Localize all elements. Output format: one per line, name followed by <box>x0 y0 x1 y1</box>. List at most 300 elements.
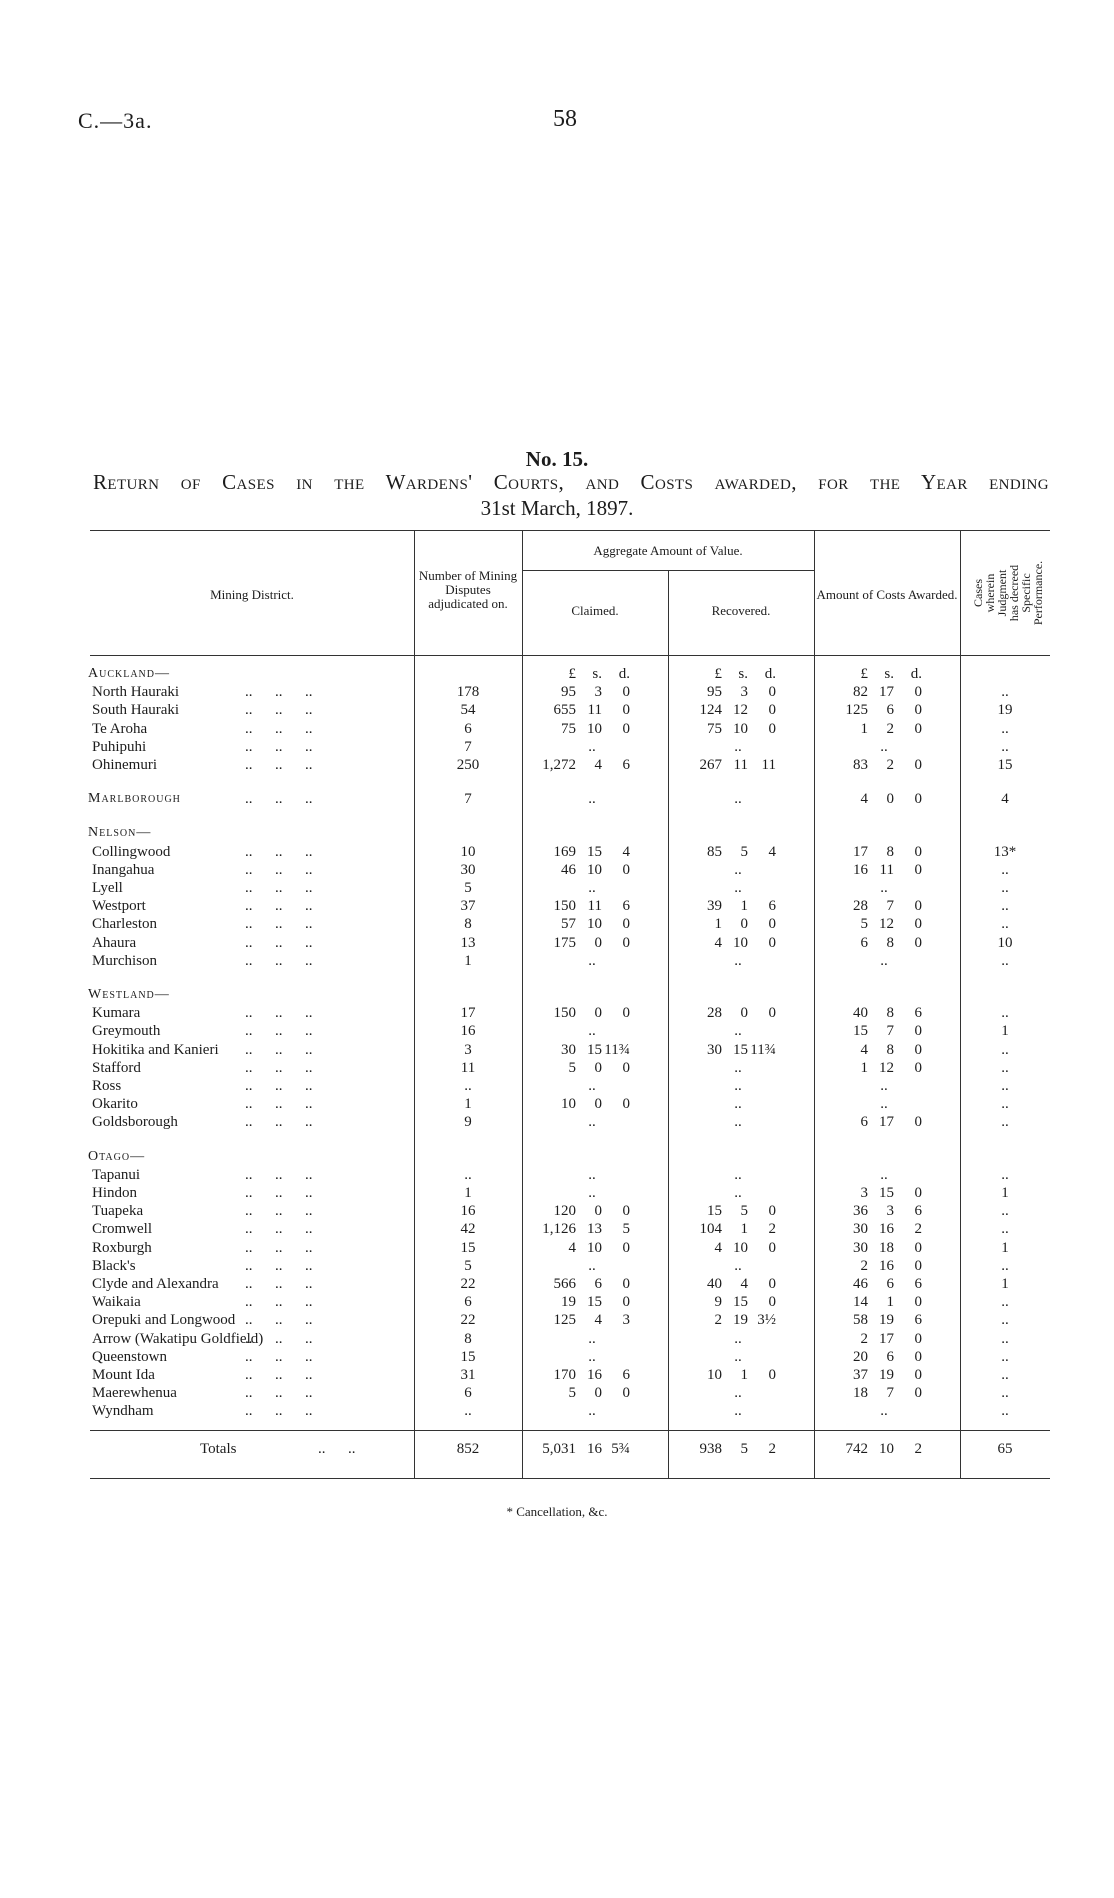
region-2-row-0-costs-pounds: 17 <box>853 843 868 860</box>
region-3-row-2-name: Hokitika and Kanieri <box>92 1041 219 1058</box>
region-2-row-0-costs <box>824 843 922 861</box>
region-4-row-4-costs <box>824 1239 922 1257</box>
region-2-row-0-disputes: 10 <box>460 843 476 860</box>
region-3-row-6-costs-pounds: 6 <box>860 1114 868 1131</box>
region-2-row-3-name: Westport <box>92 898 146 915</box>
region-2-row-4-leader: .. .. .. <box>245 916 313 933</box>
region-3-row-3-claimed-pounds: 5 <box>568 1059 576 1076</box>
region-0-row-1-claimed-shillings: 11 <box>587 702 602 719</box>
region-0-row-3-costs-empty: .. <box>880 738 888 755</box>
table-top-rule <box>90 530 1050 531</box>
region-2-row-2-name: Lyell <box>92 880 123 896</box>
region-4-row-5-costs-pence: 0 <box>914 1257 922 1274</box>
region-0-row-0-claimed-pounds: 95 <box>561 684 576 701</box>
units-recovered <box>678 665 776 683</box>
region-4-row-5-cases: .. <box>1001 1257 1009 1274</box>
unit-pound: £ <box>568 666 576 682</box>
region-3-row-0-recovered-pounds: 28 <box>707 1005 722 1022</box>
region-4-row-1-costs-pence: 0 <box>914 1185 922 1201</box>
region-3-row-1-claimed-empty: .. <box>588 1023 596 1040</box>
region-1-claimed-empty: .. <box>588 791 596 808</box>
region-2-row-5-recovered <box>678 934 776 952</box>
region-3-row-0-claimed-pence: 0 <box>622 1005 630 1022</box>
region-3-row-2-recovered-pounds: 30 <box>707 1041 722 1058</box>
region-2-row-5-costs-pounds: 6 <box>860 934 868 951</box>
region-2-row-5-name: Ahaura <box>92 934 137 951</box>
region-2-row-4-cases: .. <box>1001 916 1009 933</box>
region-4-row-12-cases: .. <box>1001 1385 1009 1402</box>
region-3-row-0-name: Kumara <box>92 1005 141 1022</box>
region-1-costs-shillings: 0 <box>886 791 894 808</box>
region-4-row-0-leader: .. .. .. <box>245 1166 313 1183</box>
region-2-row-5-leader: .. .. .. <box>245 934 313 951</box>
region-4-row-6-recovered-pence: 0 <box>768 1276 776 1292</box>
region-4-row-3-name: Cromwell <box>92 1221 152 1238</box>
totals-costs-pounds: 742 <box>845 1441 868 1457</box>
unit-shilling: s. <box>884 666 894 682</box>
region-3-row-2-claimed-shillings: 15 <box>587 1041 602 1058</box>
region-4-row-2-recovered <box>678 1202 776 1220</box>
region-2-row-3-costs-pounds: 28 <box>853 898 868 915</box>
region-4-row-10-leader: .. .. .. <box>245 1348 313 1365</box>
region-2-row-1-disputes: 30 <box>460 861 476 878</box>
region-4-row-0-claimed-empty: .. <box>588 1166 596 1183</box>
region-3-row-0-recovered-pence: 0 <box>768 1005 776 1022</box>
region-0-row-1-costs <box>824 701 922 719</box>
region-4-row-4-claimed-pounds: 4 <box>568 1239 576 1256</box>
region-1-recovered-empty: .. <box>734 791 742 808</box>
region-4-row-9-costs-pounds: 2 <box>860 1330 868 1347</box>
region-4-row-5-leader: .. .. .. <box>245 1257 313 1274</box>
region-0-row-4-recovered-pounds: 267 <box>699 757 722 773</box>
document-subtitle: 31st March, 1897. <box>480 496 634 520</box>
region-4-row-12-costs-shillings: 7 <box>886 1385 894 1402</box>
region-3-row-6-claimed-empty: .. <box>588 1114 596 1131</box>
region-4-row-3-disputes: 42 <box>460 1221 476 1238</box>
region-3-row-3-costs <box>824 1059 922 1077</box>
region-3-row-2-costs <box>824 1041 922 1059</box>
region-2-row-5-claimed-shillings: 0 <box>594 934 602 951</box>
region-3-row-1-leader: .. .. .. <box>245 1023 313 1040</box>
totals-costs-shillings: 10 <box>879 1441 894 1457</box>
region-2-row-0-leader: .. .. .. <box>245 843 313 860</box>
region-2-row-4-costs-pounds: 5 <box>860 916 868 933</box>
region-3-row-1-cases: 1 <box>1001 1023 1009 1040</box>
region-0-row-1-claimed-pounds: 655 <box>553 702 576 719</box>
region-0-row-2-recovered-pence: 0 <box>768 720 776 737</box>
region-1-costs <box>824 790 922 808</box>
region-2-row-1-costs <box>824 861 922 879</box>
totals-recovered-pence: 2 <box>768 1441 776 1457</box>
region-3-row-0-recovered <box>678 1004 776 1022</box>
region-4-row-8-claimed-pounds: 125 <box>553 1312 576 1329</box>
region-4-row-7-claimed-pence: 0 <box>622 1294 630 1311</box>
region-3-row-2-claimed-pence: 11¾ <box>604 1041 630 1058</box>
region-4-row-8-disputes: 22 <box>460 1312 476 1329</box>
region-4-row-7-claimed <box>532 1293 630 1311</box>
region-0-row-4-name: Ohinemuri <box>92 757 157 773</box>
region-0-row-1-costs-pounds: 125 <box>845 702 868 719</box>
region-2-row-2-cases: .. <box>1001 880 1009 896</box>
region-4-row-8-recovered-shillings: 19 <box>733 1312 748 1329</box>
totals-claimed-shillings: 16 <box>587 1441 602 1457</box>
region-3-row-3-disputes: 11 <box>460 1059 476 1076</box>
region-4-row-6-costs-shillings: 6 <box>886 1276 894 1292</box>
region-2-row-3-cases: .. <box>1001 898 1009 915</box>
region-4-row-3-recovered-shillings: 1 <box>740 1221 748 1238</box>
region-2-row-4-claimed <box>532 915 630 933</box>
region-3-row-0-costs <box>824 1004 922 1022</box>
region-4-row-9-costs <box>824 1330 922 1348</box>
region-4-row-11-costs-shillings: 19 <box>879 1367 894 1383</box>
region-2-row-0-costs-shillings: 8 <box>886 843 894 860</box>
region-4-row-1-disputes: 1 <box>464 1185 472 1201</box>
region-4-row-0-name: Tapanui <box>92 1166 141 1183</box>
region-0-row-1-costs-shillings: 6 <box>886 702 894 719</box>
region-3-row-2-recovered-shillings: 15 <box>733 1041 748 1058</box>
region-0-row-0-recovered-pence: 0 <box>768 684 776 701</box>
region-3-row-1-name: Greymouth <box>92 1023 161 1040</box>
region-0-row-4-costs <box>824 756 922 774</box>
region-4-row-6-claimed <box>532 1275 630 1293</box>
region-4-row-7-disputes: 6 <box>464 1294 472 1311</box>
region-4-row-12-claimed-pounds: 5 <box>568 1385 576 1402</box>
region-4-row-5-costs-shillings: 16 <box>879 1257 894 1274</box>
region-3-row-5-claimed <box>532 1095 630 1113</box>
region-2-row-1-claimed-shillings: 10 <box>587 861 602 878</box>
region-2-row-3-leader: .. .. .. <box>245 898 313 915</box>
region-3-heading: Westland— <box>88 987 170 1002</box>
region-0-row-0-recovered-pounds: 95 <box>707 684 722 701</box>
region-4-row-2-costs-pence: 6 <box>914 1203 922 1220</box>
region-2-row-1-claimed-pence: 0 <box>622 861 630 878</box>
region-4-row-11-costs-pounds: 37 <box>853 1367 868 1383</box>
region-4-row-2-recovered-pence: 0 <box>768 1203 776 1220</box>
page-number: 58 <box>553 106 577 132</box>
region-4-row-1-name: Hindon <box>92 1185 137 1201</box>
region-0-row-2-costs-pence: 0 <box>914 720 922 737</box>
region-4-row-6-name: Clyde and Alexandra <box>92 1276 219 1292</box>
region-4-heading: Otago— <box>88 1148 146 1164</box>
region-4-row-7-costs-pounds: 14 <box>853 1294 868 1311</box>
region-2-row-2-costs-empty: .. <box>880 880 888 896</box>
region-4-row-11-claimed-pounds: 170 <box>553 1367 576 1383</box>
region-0-row-2-leader: .. .. .. <box>245 720 313 737</box>
region-4-row-8-recovered <box>678 1311 776 1329</box>
region-4-row-8-costs <box>824 1311 922 1329</box>
header-cases-text: Cases wherein Judgment has decreed Specific Performance. <box>971 560 1045 626</box>
region-4-row-6-costs-pounds: 46 <box>853 1276 868 1292</box>
region-2-row-3-claimed-pounds: 150 <box>553 898 576 915</box>
region-4-row-4-name: Roxburgh <box>92 1239 152 1256</box>
region-4-row-4-recovered-pence: 0 <box>768 1239 776 1256</box>
region-0-row-3-disputes: 7 <box>464 738 472 755</box>
region-4-row-5-recovered-empty: .. <box>734 1257 742 1274</box>
region-4-row-10-costs-pounds: 20 <box>853 1348 868 1365</box>
region-0-row-4-recovered <box>678 756 776 774</box>
region-2-row-1-leader: .. .. .. <box>245 861 313 878</box>
region-4-row-13-costs-empty: .. <box>880 1403 888 1420</box>
region-0-heading: Auckland— <box>88 666 170 681</box>
region-2-row-3-disputes: 37 <box>460 898 476 915</box>
region-4-row-7-costs-shillings: 1 <box>886 1294 894 1311</box>
region-2-row-4-recovered-pence: 0 <box>768 916 776 933</box>
region-4-row-13-name: Wyndham <box>92 1403 154 1420</box>
region-4-row-13-leader: .. .. .. <box>245 1403 313 1420</box>
region-0-row-0-costs <box>824 683 922 701</box>
region-2-row-0-claimed-pence: 4 <box>622 843 630 860</box>
region-2-row-3-recovered <box>678 897 776 915</box>
region-4-row-6-recovered-shillings: 4 <box>740 1276 748 1292</box>
totals-top-rule <box>90 1430 1050 1431</box>
region-4-row-7-recovered-pounds: 9 <box>714 1294 722 1311</box>
unit-pence: d. <box>764 666 776 682</box>
region-2-row-0-claimed <box>532 843 630 861</box>
region-0-row-2-claimed-shillings: 10 <box>587 720 602 737</box>
region-3-row-4-disputes: .. <box>464 1078 472 1094</box>
region-4-row-12-costs <box>824 1384 922 1402</box>
region-2-row-0-cases: 13* <box>993 843 1017 860</box>
region-4-row-12-disputes: 6 <box>464 1385 472 1402</box>
region-2-row-5-costs-pence: 0 <box>914 934 922 951</box>
region-0-row-4-recovered-pence: 11 <box>761 757 776 773</box>
region-3-row-6-recovered-empty: .. <box>734 1114 742 1131</box>
region-4-row-2-claimed-shillings: 0 <box>594 1203 602 1220</box>
region-3-row-5-costs-empty: .. <box>880 1096 888 1113</box>
region-4-row-12-costs-pence: 0 <box>914 1385 922 1402</box>
region-3-row-1-disputes: 16 <box>460 1023 476 1040</box>
region-3-row-2-cases: .. <box>1001 1041 1009 1058</box>
region-4-row-8-recovered-pounds: 2 <box>714 1312 722 1329</box>
region-3-row-0-costs-pounds: 40 <box>853 1005 868 1022</box>
region-3-row-3-name: Stafford <box>92 1059 141 1076</box>
region-4-row-7-name: Waikaia <box>92 1294 141 1311</box>
region-1-disputes: 7 <box>464 791 472 808</box>
region-2-heading: Nelson— <box>88 825 152 841</box>
region-0-row-2-costs-pounds: 1 <box>860 720 868 737</box>
region-3-row-3-claimed-shillings: 0 <box>594 1059 602 1076</box>
region-4-row-2-recovered-pounds: 15 <box>707 1203 722 1220</box>
region-2-row-0-costs-pence: 0 <box>914 843 922 860</box>
region-3-row-3-costs-pence: 0 <box>914 1059 922 1076</box>
region-4-row-3-leader: .. .. .. <box>245 1221 313 1238</box>
region-0-row-3-recovered-empty: .. <box>734 738 742 755</box>
region-2-row-6-costs-empty: .. <box>880 952 888 969</box>
region-3-row-6-costs-shillings: 17 <box>879 1114 894 1131</box>
region-2-row-5-costs <box>824 934 922 952</box>
region-2-row-5-costs-shillings: 8 <box>886 934 894 951</box>
region-4-row-11-disputes: 31 <box>460 1367 476 1383</box>
region-4-row-8-costs-shillings: 19 <box>879 1312 894 1329</box>
region-4-row-3-costs <box>824 1220 922 1238</box>
region-4-row-2-disputes: 16 <box>460 1203 476 1220</box>
region-2-row-6-claimed-empty: .. <box>588 952 596 969</box>
totals-recovered-pounds: 938 <box>699 1441 722 1457</box>
region-3-row-0-cases: .. <box>1001 1005 1009 1022</box>
region-3-row-3-costs-pounds: 1 <box>860 1059 868 1076</box>
region-2-row-6-recovered-empty: .. <box>734 952 742 969</box>
region-3-row-3-costs-shillings: 12 <box>879 1059 894 1076</box>
region-0-row-0-leader: .. .. .. <box>245 684 313 701</box>
region-4-row-11-claimed-shillings: 16 <box>587 1367 602 1383</box>
region-4-row-9-costs-shillings: 17 <box>879 1330 894 1347</box>
region-2-row-4-disputes: 8 <box>464 916 472 933</box>
region-4-row-7-leader: .. .. .. <box>245 1294 313 1311</box>
region-3-row-6-costs <box>824 1113 922 1131</box>
region-1-cases: 4 <box>1001 791 1009 808</box>
region-4-row-12-leader: .. .. .. <box>245 1385 313 1402</box>
region-4-row-10-costs-shillings: 6 <box>886 1348 894 1365</box>
region-4-row-7-claimed-shillings: 15 <box>587 1294 602 1311</box>
region-0-row-4-costs-pounds: 83 <box>853 757 868 773</box>
region-3-row-3-leader: .. .. .. <box>245 1059 313 1076</box>
region-4-row-7-claimed-pounds: 19 <box>561 1294 576 1311</box>
region-2-row-3-costs <box>824 897 922 915</box>
region-4-row-4-claimed-shillings: 10 <box>587 1239 602 1256</box>
region-4-row-7-recovered-pence: 0 <box>768 1294 776 1311</box>
region-4-row-10-cases: .. <box>1001 1348 1009 1365</box>
region-4-row-7-costs-pence: 0 <box>914 1294 922 1311</box>
totals-claimed-pence: 5¾ <box>611 1441 630 1457</box>
region-4-row-4-recovered <box>678 1239 776 1257</box>
region-3-row-5-recovered-empty: .. <box>734 1096 742 1113</box>
region-3-row-5-claimed-pence: 0 <box>622 1096 630 1113</box>
col-divider-2 <box>522 530 523 1478</box>
document-number: No. 15. <box>525 447 589 471</box>
region-4-row-13-disputes: .. <box>464 1403 472 1420</box>
region-4-row-8-claimed <box>532 1311 630 1329</box>
region-3-row-2-disputes: 3 <box>464 1041 472 1058</box>
unit-pound: £ <box>860 666 868 682</box>
region-2-row-5-claimed <box>532 934 630 952</box>
region-0-row-1-cases: 19 <box>997 702 1013 719</box>
region-4-row-8-claimed-pence: 3 <box>622 1312 630 1329</box>
region-0-row-0-costs-shillings: 17 <box>879 684 894 701</box>
region-4-row-0-cases: .. <box>1001 1166 1009 1183</box>
region-4-row-1-costs-pounds: 3 <box>860 1185 868 1201</box>
region-0-row-2-disputes: 6 <box>464 720 472 737</box>
region-4-row-1-costs <box>824 1184 922 1202</box>
col-divider-3 <box>668 570 669 1478</box>
totals-cases: 65 <box>997 1441 1013 1457</box>
region-2-row-4-name: Charleston <box>92 916 157 933</box>
region-0-row-1-name: South Hauraki <box>92 702 180 719</box>
header-costs: Amount of Costs Awarded. <box>816 587 958 602</box>
region-2-row-4-costs <box>824 915 922 933</box>
unit-pound: £ <box>714 666 722 682</box>
region-4-row-6-recovered <box>678 1275 776 1293</box>
region-3-row-1-costs-pence: 0 <box>914 1023 922 1040</box>
region-2-row-1-costs-pence: 0 <box>914 861 922 878</box>
region-4-row-10-costs <box>824 1348 922 1366</box>
region-2-row-5-recovered-shillings: 10 <box>733 934 748 951</box>
region-3-row-5-claimed-pounds: 10 <box>561 1096 576 1113</box>
region-0-row-2-recovered-pounds: 75 <box>707 720 722 737</box>
region-4-row-2-costs-pounds: 36 <box>853 1203 868 1220</box>
region-2-row-1-cases: .. <box>1001 861 1009 878</box>
header-disputes: Number of Mining Disputes adjudicated on. <box>418 568 518 611</box>
region-4-row-6-claimed-shillings: 6 <box>594 1276 602 1292</box>
region-4-row-9-claimed-empty: .. <box>588 1330 596 1347</box>
region-1-costs-pounds: 4 <box>860 791 868 808</box>
region-4-row-6-claimed-pence: 0 <box>622 1276 630 1292</box>
region-4-row-4-costs-pence: 0 <box>914 1239 922 1256</box>
totals-costs <box>824 1440 922 1458</box>
region-3-row-0-recovered-shillings: 0 <box>740 1005 748 1022</box>
region-4-row-3-costs-pounds: 30 <box>853 1221 868 1238</box>
region-4-row-7-recovered-shillings: 15 <box>733 1294 748 1311</box>
region-0-row-0-recovered <box>678 683 776 701</box>
region-2-row-0-recovered-pounds: 85 <box>707 843 722 860</box>
region-3-row-0-claimed-pounds: 150 <box>553 1005 576 1022</box>
unit-pence: d. <box>618 666 630 682</box>
region-4-row-3-costs-pence: 2 <box>914 1221 922 1238</box>
region-4-row-3-costs-shillings: 16 <box>879 1221 894 1238</box>
region-4-row-2-costs-shillings: 3 <box>886 1203 894 1220</box>
region-3-row-6-name: Goldsborough <box>92 1114 178 1131</box>
units-costs <box>824 665 922 683</box>
totals-bottom-rule <box>90 1478 1050 1479</box>
region-4-row-13-cases: .. <box>1001 1403 1009 1420</box>
region-0-row-1-leader: .. .. .. <box>245 702 313 719</box>
region-2-row-0-recovered-shillings: 5 <box>740 843 748 860</box>
region-4-row-6-disputes: 22 <box>460 1276 476 1292</box>
totals-label: Totals <box>200 1441 237 1457</box>
region-0-row-4-cases: 15 <box>997 757 1013 773</box>
region-3-row-1-costs-shillings: 7 <box>886 1023 894 1040</box>
region-3-row-4-recovered-empty: .. <box>734 1078 742 1094</box>
region-2-row-3-recovered-shillings: 1 <box>740 898 748 915</box>
totals-recovered <box>678 1440 776 1458</box>
header-aggregate: Aggregate Amount of Value. <box>593 543 743 558</box>
region-4-row-10-name: Queenstown <box>92 1348 167 1365</box>
region-4-row-8-recovered-pence: 3½ <box>757 1312 776 1329</box>
region-2-row-1-costs-pounds: 16 <box>853 861 868 878</box>
region-3-row-6-costs-pence: 0 <box>914 1114 922 1131</box>
region-4-row-3-recovered-pence: 2 <box>768 1221 776 1238</box>
region-1-heading: Marlborough <box>88 791 181 807</box>
region-4-row-5-claimed-empty: .. <box>588 1257 596 1274</box>
region-4-row-4-claimed-pence: 0 <box>622 1239 630 1256</box>
footnote: * Cancellation, &c. <box>506 1504 608 1519</box>
region-4-row-8-leader: .. .. .. <box>245 1312 313 1329</box>
region-4-row-11-costs-pence: 0 <box>914 1367 922 1383</box>
region-4-row-2-recovered-shillings: 5 <box>740 1203 748 1220</box>
region-0-row-2-claimed-pence: 0 <box>622 720 630 737</box>
region-4-row-1-claimed-empty: .. <box>588 1185 596 1201</box>
region-0-row-0-cases: .. <box>1001 684 1009 701</box>
region-0-row-2-costs-shillings: 2 <box>886 720 894 737</box>
region-3-row-2-costs-shillings: 8 <box>886 1041 894 1058</box>
region-3-row-5-claimed-shillings: 0 <box>594 1096 602 1113</box>
region-4-row-4-claimed <box>532 1239 630 1257</box>
region-4-row-9-recovered-empty: .. <box>734 1330 742 1347</box>
region-4-row-6-claimed-pounds: 566 <box>553 1276 576 1292</box>
region-4-row-10-costs-pence: 0 <box>914 1348 922 1365</box>
region-2-row-5-recovered-pence: 0 <box>768 934 776 951</box>
region-3-row-0-disputes: 17 <box>460 1005 476 1022</box>
region-3-row-0-costs-shillings: 8 <box>886 1005 894 1022</box>
col-divider-4 <box>814 530 815 1478</box>
region-0-row-0-claimed-shillings: 3 <box>594 684 602 701</box>
region-2-row-4-recovered-pounds: 1 <box>714 916 722 933</box>
region-0-row-3-name: Puhipuhi <box>92 738 147 755</box>
region-4-row-2-claimed-pence: 0 <box>622 1203 630 1220</box>
region-2-row-6-leader: .. .. .. <box>245 952 313 969</box>
region-4-row-11-cases: .. <box>1001 1367 1009 1383</box>
region-4-row-5-name: Black's <box>92 1257 136 1274</box>
region-4-row-3-claimed-shillings: 13 <box>587 1221 602 1238</box>
